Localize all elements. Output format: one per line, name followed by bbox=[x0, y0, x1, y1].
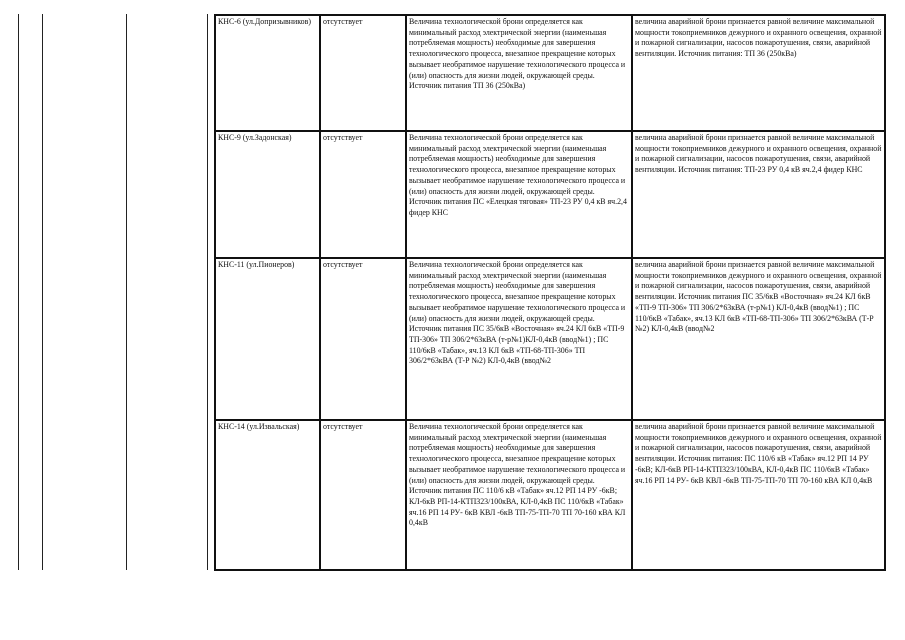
technological-reserve-cell: Величина технологической брони определяется как минимальный расход электрической энергии (наименьшая потребляемая мощность) необходимые для завершения технологического процесса, внезапное прекращение которых вызывает необратимое нарушение технологического процесса и (или) опасность для жизни людей, окружающей среды. Источник питания ПС 110/6 кВ «Табак» яч.12 РП 14 РУ -6кВ; КЛ-6кВ РП-14-КТП323/100кВА, КЛ-0,4кВ ПС 110/6кВ «Табак» яч.16 РП 14 РУ- 6кВ КВЛ -6кВ ТП-75-ТП-70 ТП 70-160 кВА КЛ 0,4кВ bbox=[406, 420, 632, 570]
technological-reserve-cell: Величина технологической брони определяется как минимальный расход электрической энергии (наименьшая потребляемая мощность) необходимые для завершения технологического процесса, внезапное прекращение которых вызывает необратимое нарушение технологического процесса и (или) опасность для жизни людей, окружающей среды. Источник питания ПС «Елецкая тяговая» ТП-23 РУ 0,4 кВ яч.2,4 фидер КНС bbox=[406, 131, 632, 258]
station-name-cell: КНС-9 (ул.Задонская) bbox=[215, 131, 320, 258]
emergency-reserve-cell: величина аварийной брони признается равной величине максимальной мощности токоприемников дежурного и охранного освещения, охранной и пожарной сигнализации, насосов пожаротушения, связи, аварийной вентиляции. Источник питания: ТП-23 РУ 0,4 кВ яч.2,4 фидер КНС bbox=[632, 131, 885, 258]
station-name-cell: КНС-14 (ул.Извальская) bbox=[215, 420, 320, 570]
table-row bbox=[215, 15, 885, 131]
emergency-reserve-cell: величина аварийной брони признается равной величине максимальной мощности токоприемников дежурного и охранного освещения, охранной и пожарной сигнализации, насосов пожаротушения, связи, аварийной вентиляции. Источник питания: ТП 36 (250кВа) bbox=[632, 15, 885, 131]
status-cell: отсутствует bbox=[320, 258, 406, 420]
technological-reserve-cell: Величина технологической брони определяется как минимальный расход электрической энергии (наименьшая потребляемая мощность) необходимые для завершения технологического процесса, внезапное прекращение которых вызывает необратимое нарушение технологического процесса и (или) опасность для жизни людей, окружающей среды. Источник питания ПС 35/6кВ «Восточная» яч.24 КЛ 6кВ «ТП-9 ТП-306» ТП 306/2*63кВА (т-р№1)КЛ-0,4кВ (ввод№1) ; ПС 110/6кВ «Табак», яч.13 КЛ 6кВ «ТП-68-ТП-306» ТП 306/2*63кВА (Т-Р №2) КЛ-0,4кВ (ввод№2 bbox=[406, 258, 632, 420]
left-border-line-3 bbox=[126, 14, 127, 570]
status-cell: отсутствует bbox=[320, 15, 406, 131]
table-row bbox=[215, 420, 885, 570]
table-row bbox=[215, 131, 885, 258]
station-name-cell: КНС-11 (ул.Пионеров) bbox=[215, 258, 320, 420]
left-border-line-2 bbox=[42, 14, 43, 570]
status-cell: отсутствует bbox=[320, 131, 406, 258]
left-border-line-1 bbox=[18, 14, 19, 570]
emergency-reserve-cell: величина аварийной брони признается равной величине максимальной мощности токоприемников дежурного и охранного освещения, охранной и пожарной сигнализации, насосов пожаротушения, связи, аварийной вентиляции. Источник питания ПС 35/6кВ «Восточная» яч.24 КЛ 6кВ «ТП-9 ТП-306» ТП 306/2*63кВА (т-р№1) КЛ-0,4кВ (ввод№1) ; ПС 110/6кВ «Табак», яч.13 КЛ 6кВ «ТП-68-ТП-306» ТП 306/2*63кВА (Т-Р №2) КЛ-0,4кВ (ввод№2 bbox=[632, 258, 885, 420]
emergency-reserve-cell: величина аварийной брони признается равной величине максимальной мощности токоприемников дежурного и охранного освещения, охранной и пожарной сигнализации, насосов пожаротушения, связи, аварийной вентиляции. Источник питания: ПС 110/6 кВ «Табак» яч.12 РП 14 РУ -6кВ; КЛ-6кВ РП-14-КТП323/100кВА, КЛ-0,4кВ ПС 110/6кВ «Табак» яч.16 РП 14 РУ- 6кВ КВЛ -6кВ ТП-75-ТП-70 ТП 70-160 кВА КЛ 0,4кВ bbox=[632, 420, 885, 570]
technological-reserve-cell: Величина технологической брони определяется как минимальный расход электрической энергии (наименьшая потребляемая мощность) необходимые для завершения технологического процесса, внезапное прекращение которых вызывает необратимое нарушение технологического процесса и (или) опасность для жизни людей, окружающей среды. Источник питания ТП 36 (250кВа) bbox=[406, 15, 632, 131]
station-name-cell: КНС-6 (ул.Допризывников) bbox=[215, 15, 320, 131]
power-reserve-table bbox=[214, 14, 886, 571]
status-cell: отсутствует bbox=[320, 420, 406, 570]
left-border-line-4 bbox=[207, 14, 208, 570]
table-row bbox=[215, 258, 885, 420]
